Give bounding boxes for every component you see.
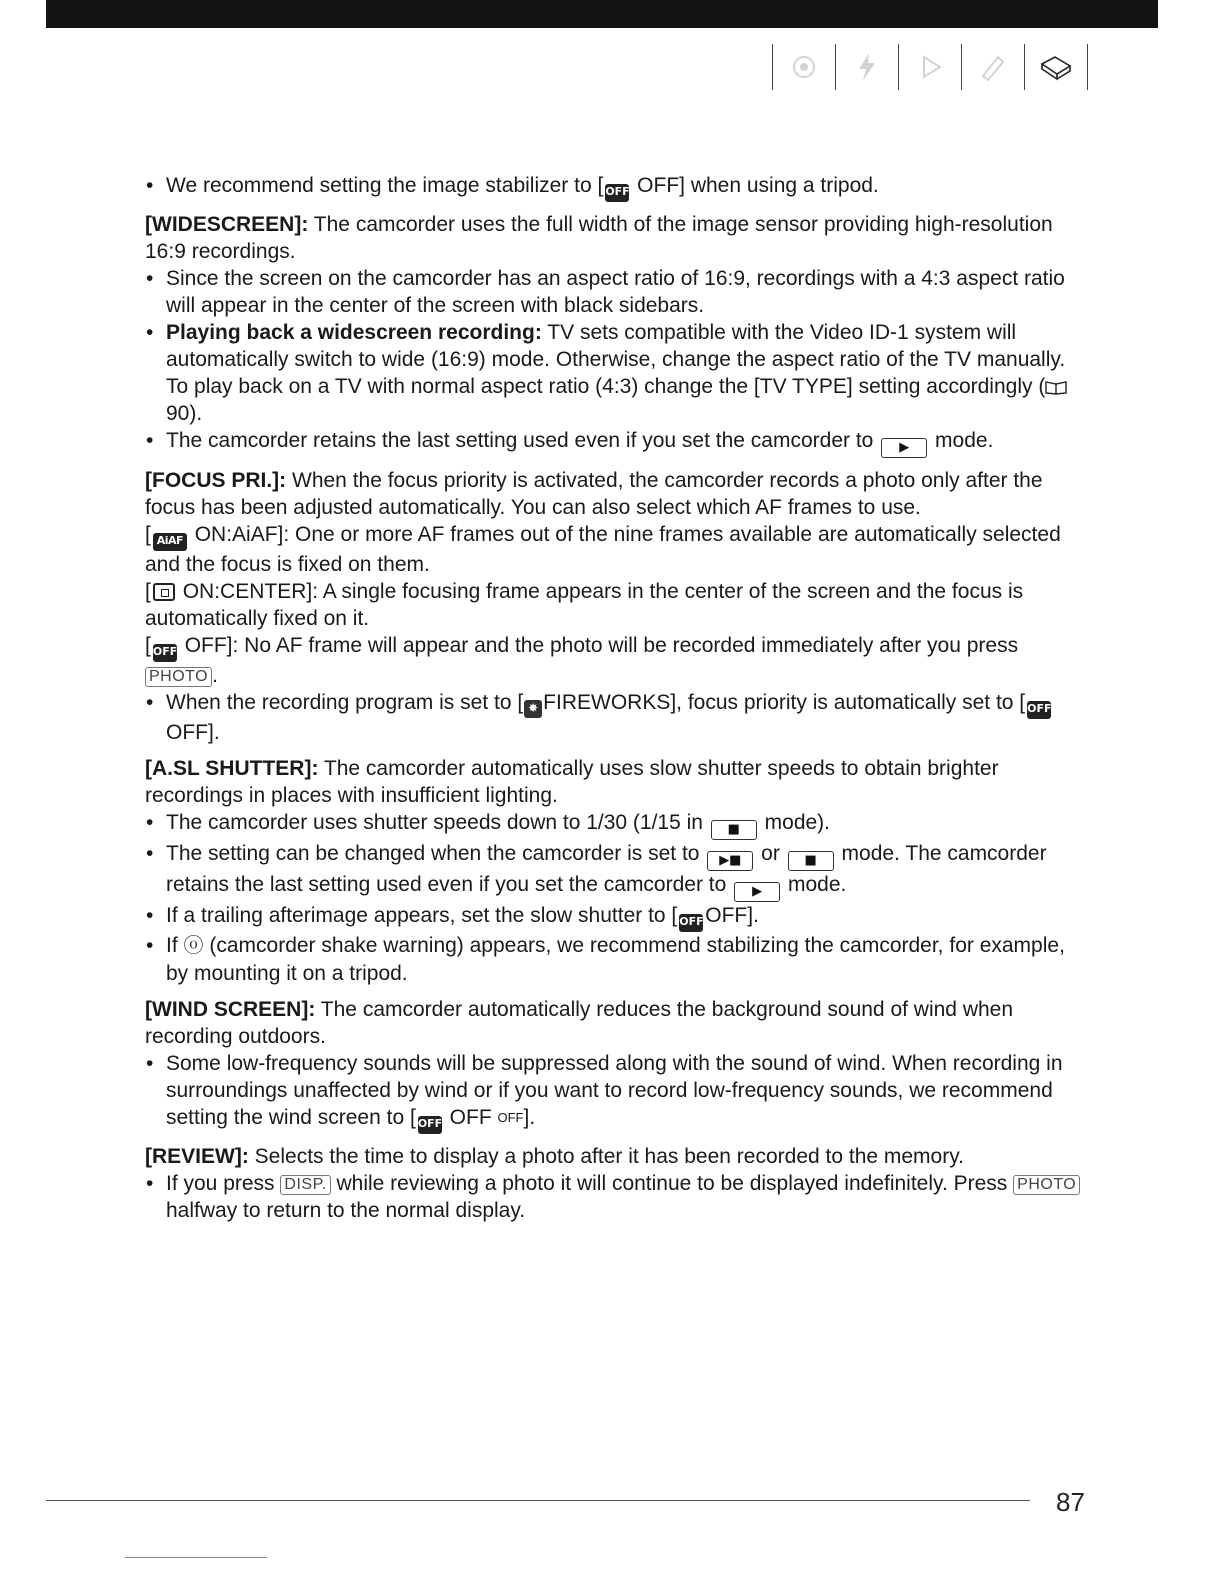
widescreen-bullet-3: • The camcorder retains the last setting used even if you set the camcorder to ▶ mode. [145, 427, 1090, 458]
bullet-tripod: • We recommend setting the image stabilizer to [ OFF OFF] when using a tripod. [145, 172, 1090, 202]
page-content [145, 172, 1090, 1224]
playback-icon[interactable] [901, 44, 959, 90]
asl-paragraph: [A.SL SHUTTER]: The camcorder automatically uses slow shutter speeds to obtain brighter recordings in places with insufficient lighting. [145, 757, 999, 807]
nav-divider [772, 44, 773, 90]
widescreen-bullet-2: • Playing back a widescreen recording: TV sets compatible with the Video ID-1 system will automatically switch to wide (16:9) mode. Otherwise, change the aspect ratio of the TV manually. To play back on a TV with normal aspect ratio (4:3) change the [TV TYPE] setting accordingly ( 90). [145, 319, 1090, 427]
photo-button-label: PHOTO [145, 667, 212, 687]
chapter-nav [770, 44, 1090, 90]
photo-mode-icon: ■ [788, 851, 834, 871]
off-icon: OFF [1027, 701, 1051, 719]
photo-button-label: PHOTO [1013, 1175, 1080, 1195]
wind-bullet-1: • Some low-frequency sounds will be suppressed along with the sound of wind. When recording in surroundings unaffected by wind or if you want to record low-frequency sounds, we recommend setting the wind screen to [ OFF OFF OFF]. [145, 1050, 1090, 1134]
edit-icon[interactable] [964, 44, 1022, 90]
flash-icon[interactable] [838, 44, 896, 90]
nav-divider [898, 44, 899, 90]
record-icon[interactable] [775, 44, 833, 90]
blue-rule [125, 1557, 267, 1558]
photo-mode-icon: ■ [711, 820, 757, 840]
book-reference-icon [1045, 375, 1067, 398]
widescreen-paragraph: [WIDESCREEN]: The camcorder uses the full width of the image sensor providing high-resolution 16:9 recordings. [145, 213, 1053, 263]
nav-divider [1024, 44, 1025, 90]
nav-divider [961, 44, 962, 90]
shake-warning-icon: ⓞ [183, 935, 204, 957]
focus-off-option: [ OFF OFF]: No AF frame will appear and the photo will be recorded immediately after you press PHOTO . [145, 634, 1019, 687]
focus-paragraph: [FOCUS PRI.]: When the focus priority is activated, the camcorder records a photo only after the focus has been adjusted automatically. You can also select which AF frames to use. [145, 469, 1043, 519]
off-icon: OFF [153, 644, 177, 662]
asl-bullet-2: • The setting can be changed when the camcorder is set to ▶■ or ■ mode. The camcorder retains the last setting used even if you set the camcorder to ▶ mode. [145, 840, 1090, 902]
fireworks-icon: ✸ [524, 700, 542, 718]
nav-divider [1087, 44, 1088, 90]
playback-mode-icon: ▶ [734, 882, 780, 902]
wind-off-icon: OFF [497, 1110, 524, 1125]
focus-aiaf-option: [ AiAF ON:AiAF]: One or more AF frames out of the nine frames available are automatically selected and the focus is fixed on them. [145, 523, 1061, 576]
disp-button-label: DISP. [280, 1175, 330, 1195]
page-reference[interactable]: 90 [166, 402, 190, 425]
off-icon: OFF [418, 1116, 442, 1134]
movie-mode-icon: ▶■ [707, 851, 753, 871]
footer-rule [46, 1500, 1030, 1501]
review-paragraph: [REVIEW]: Selects the time to display a photo after it has been recorded to the memory. [145, 1145, 964, 1168]
focus-center-option: [ ON:CENTER]: A single focusing frame appears in the center of the screen and the focus is automatically fixed on it. [145, 580, 1024, 630]
review-bullet-1: • If you press DISP. while reviewing a photo it will continue to be displayed indefinitely. Press PHOTO halfway to return to the normal display. [145, 1170, 1090, 1224]
aiaf-icon: AiAF [153, 533, 187, 551]
asl-bullet-4: • If ⓞ (camcorder shake warning) appears, we recommend stabilizing the camcorder, for example, by mounting it on a tripod. [145, 932, 1090, 987]
top-bar [46, 0, 1158, 28]
center-frame-icon [153, 583, 175, 601]
focus-bullet-1: • When the recording program is set to [ ✸ FIREWORKS], focus priority is automatically set to [ OFF OFF]. [145, 689, 1090, 746]
nav-divider [835, 44, 836, 90]
asl-bullet-1: • The camcorder uses shutter speeds down to 1/30 (1/15 in ■ mode). [145, 809, 1090, 840]
asl-bullet-3: • If a trailing afterimage appears, set the slow shutter to [ OFFOFF]. [145, 902, 1090, 932]
page-number: 87 [1056, 1487, 1085, 1517]
widescreen-bullet-1: • Since the screen on the camcorder has an aspect ratio of 16:9, recordings with a 4:3 aspect ratio will appear in the center of the screen with black sidebars. [145, 265, 1090, 319]
wind-paragraph: [WIND SCREEN]: The camcorder automatically reduces the background sound of wind when recording outdoors. [145, 998, 1014, 1048]
book-icon[interactable] [1027, 44, 1085, 90]
playback-mode-icon: ▶ [881, 438, 927, 458]
off-icon: OFF [605, 184, 629, 202]
off-icon: OFF [679, 914, 703, 932]
